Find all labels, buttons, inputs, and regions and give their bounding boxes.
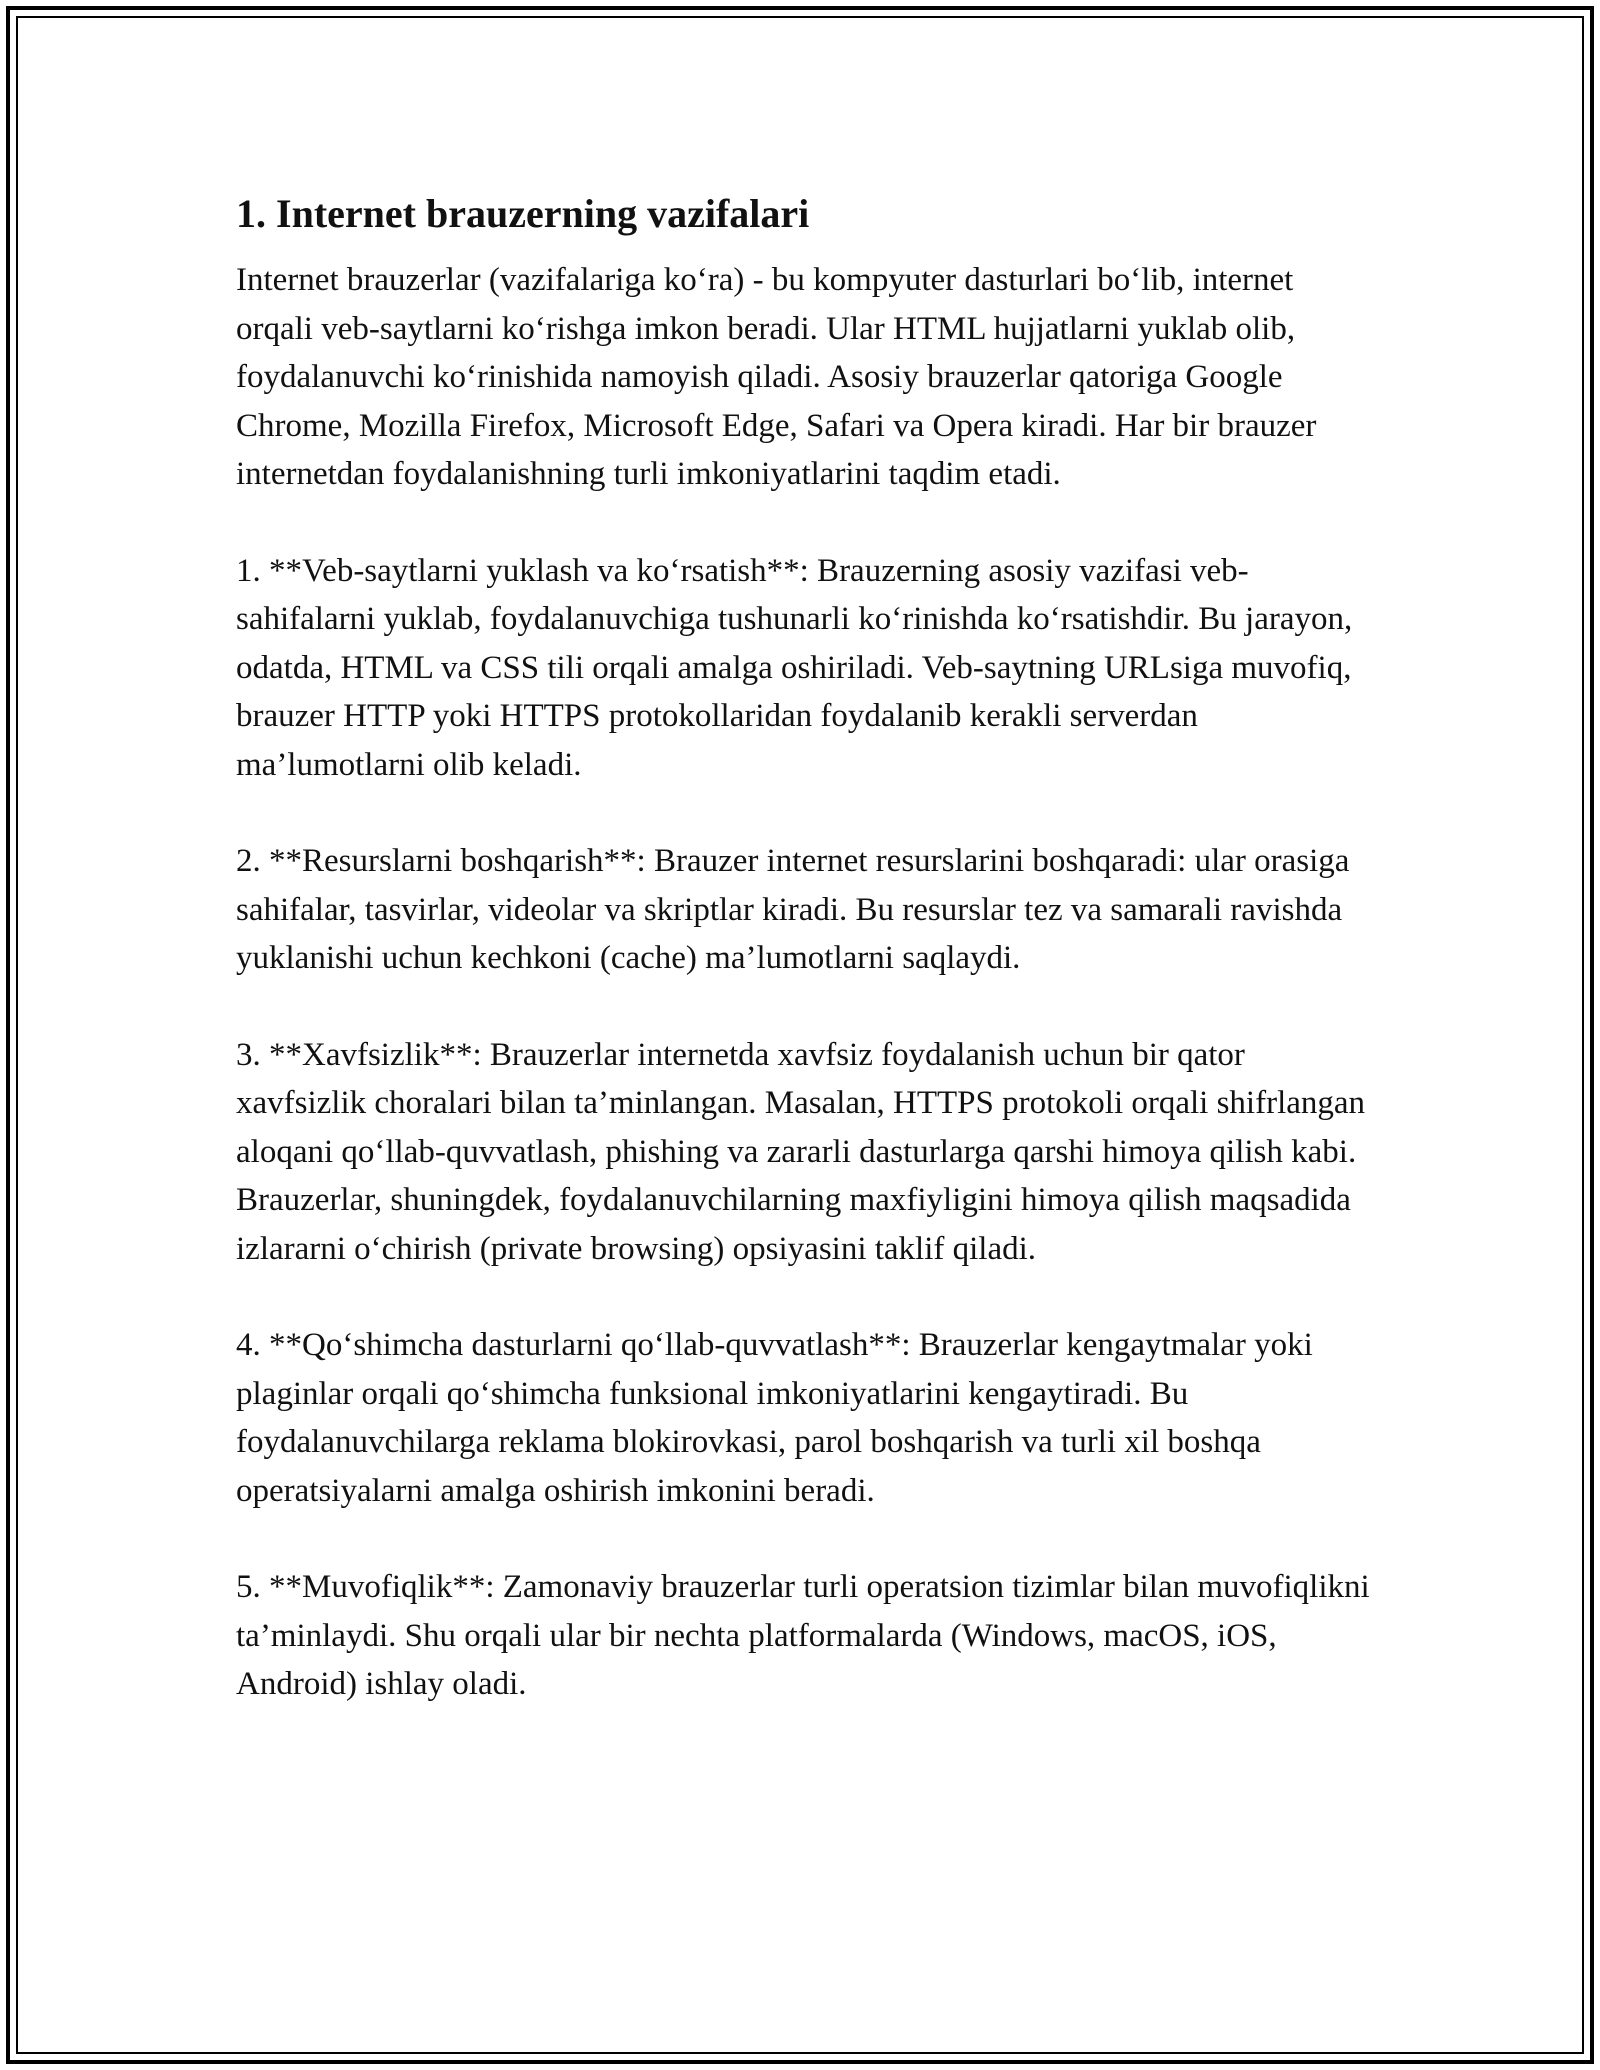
paragraph-resources: 2. **Resurslarni boshqarish**: Brauzer internet resurslarini boshqaradi: ular orasiga sahifalar, tasvirlar, videolar va skriptlar kiradi. Bu resurslar tez va samarali ravishda yuklanishi uchun kechkoni (cache) ma’lumotlarni saqlaydi.	[236, 843, 1350, 976]
intro-paragraph: Internet brauzerlar (vazifalariga koʻra) - bu kompyuter dasturlari boʻlib, internet orqali veb-saytlarni koʻrishga imkon beradi. Ular HTML hujjatlarni yuklab olib, foydalanuvchi koʻrinishida namoyish qiladi. Asosiy brauzerlar qatoriga Google Chrome, Mozilla Firefox, Microsoft Edge, Safari va Opera kiradi. Har bir brauzer internetdan foydalanishning turli imkoniyatlarini taqdim etadi.	[236, 262, 1317, 492]
document-body	[236, 186, 1376, 1757]
paragraph-compatibility: 5. **Muvofiqlik**: Zamonaviy brauzerlar turli operatsion tizimlar bilan muvofiqlikni ta’minlaydi. Shu orqali ular bir nechta platformalarda (Windows, macOS, iOS, Android) ishlay oladi.	[236, 1569, 1370, 1702]
paragraph-web-loading: 1. **Veb-saytlarni yuklash va koʻrsatish**: Brauzerning asosiy vazifasi veb-sahifalarni yuklab, foydalanuvchiga tushunarli koʻrinishda koʻrsatishdir. Bu jarayon, odatda, HTML va CSS tili orqali amalga oshiriladi. Veb-saytning URLsiga muvofiq, brauzer HTTP yoki HTTPS protokollaridan foydalanib kerakli serverdan ma’lumotlarni olib keladi.	[236, 552, 1353, 783]
paragraph-security: 3. **Xavfsizlik**: Brauzerlar internetda xavfsiz foydalanish uchun bir qator xavfsizlik choralari bilan ta’minlangan. Masalan, HTTPS protokoli orqali shifrlangan aloqani qoʻllab-quvvatlash, phishing va zararli dasturlarga qarshi himoya qilish kabi. Brauzerlar, shuningdek, foydalanuvchilarning maxfiyligini himoya qilish maqsadida izlararni oʻchirish (private browsing) opsiyasini taklif qiladi.	[236, 1036, 1366, 1267]
paragraph-extensions: 4. **Qoʻshimcha dasturlarni qoʻllab-quvvatlash**: Brauzerlar kengaytmalar yoki plaginlar orqali qoʻshimcha funksional imkoniyatlarini kengaytiradi. Bu foydalanuvchilarga reklama blokirovkasi, parol boshqarish va turli xil boshqa operatsiyalarni amalga oshirish imkonini beradi.	[236, 1327, 1313, 1509]
section-heading: 1. Internet brauzerning vazifalari	[236, 191, 810, 236]
